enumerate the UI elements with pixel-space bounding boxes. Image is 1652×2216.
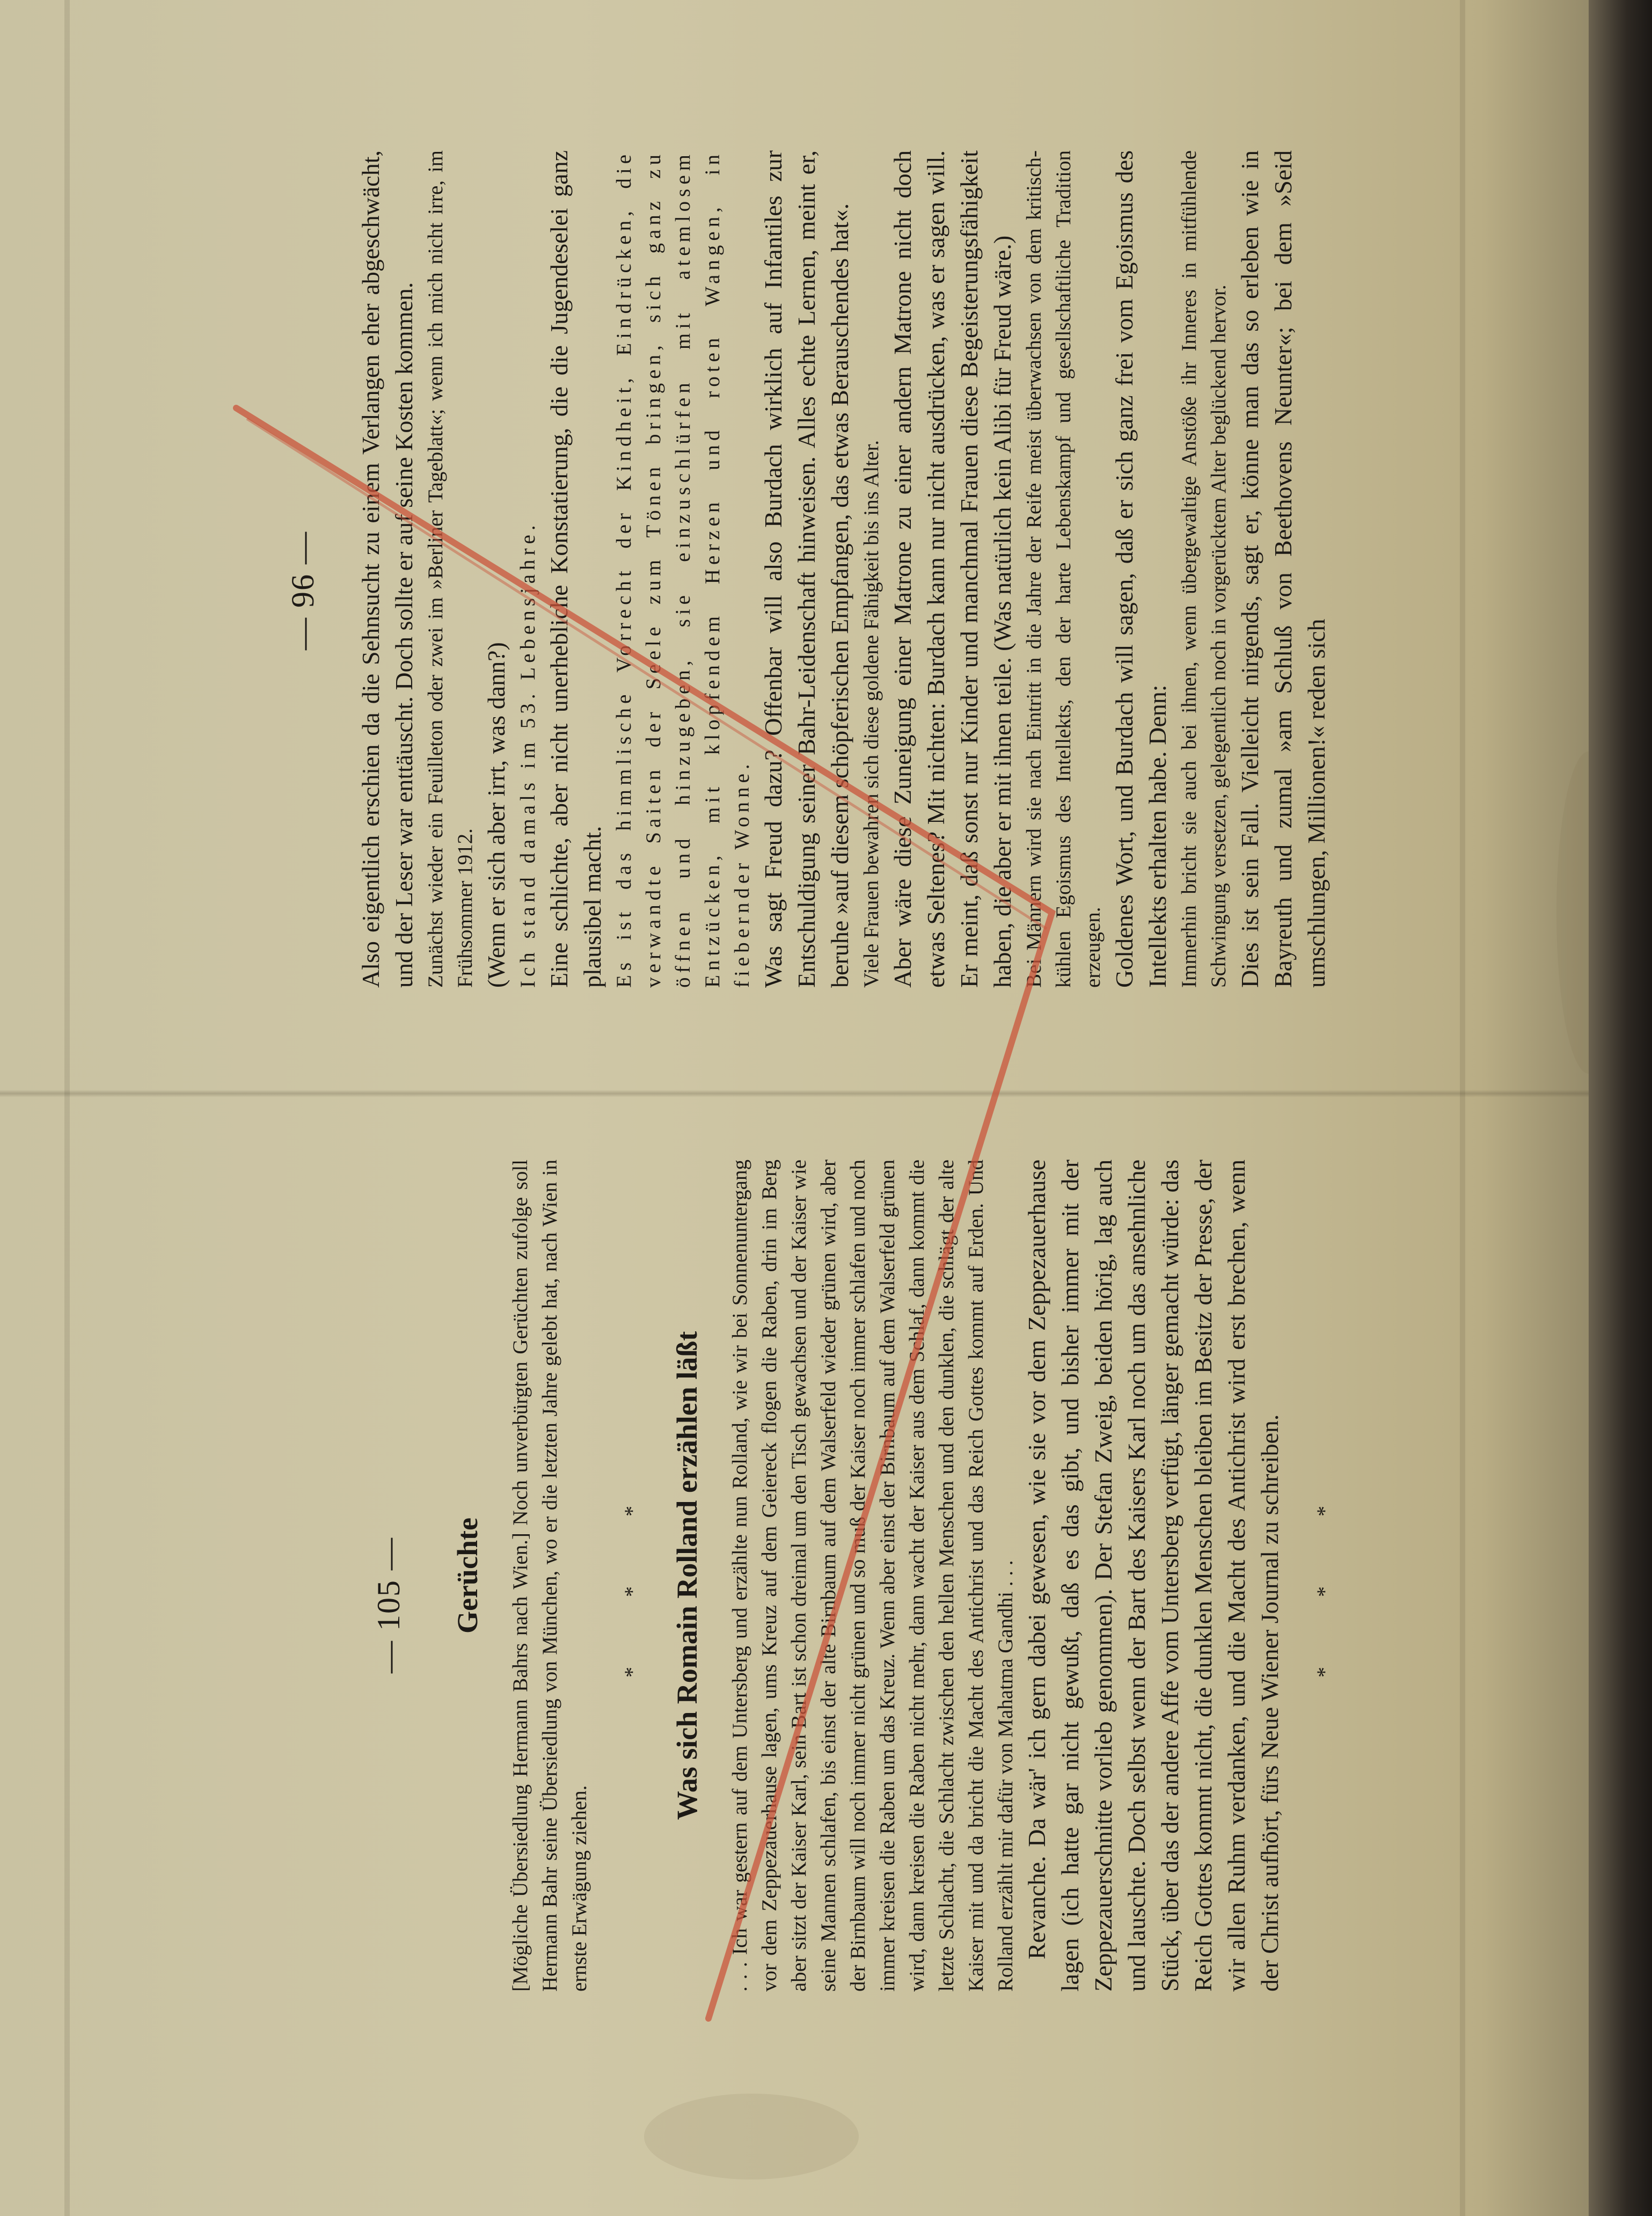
page-number: — 105 — [371, 1537, 406, 1673]
paragraph: Revanche. Da wär' ich gern dabei gewesen, wie sie vor dem Zeppezauerhause lagen (ich hatte gar nicht gewußt, daß es das gibt, und bisher immer mit der Zeppezauerschnitte vorlieb genommen). Der Stefan Zweig, beiden hörig, lag auch und lauschte. Doch selbst wenn der Bart des Kaisers Karl noch um das ansehnliche Stück, über das der andere Affe vom Untersberg verfügt, länger gemacht würde: das Reich Gottes kommt nicht, die dunklen Menschen bleiben im Besitz der Presse, der wir allen Ruhm verdanken, und die Macht des Antichrist wird erst brechen, wenn der Christ aufhört, fürs Neue Wiener Journal zu schreiben. [1023, 1160, 1283, 1992]
paragraph: . . . Ich war gestern auf dem Untersberg und erzählte nun Rolland, wie wir bei Sonnenuntergang vor dem Zeppezauerhause lagen, ums Kreuz auf dem Geiereck flogen die Raben, drin im Berg aber sitzt der Kaiser Karl, sein Bart ist schon dreimal um den Tisch gewachsen und der Kaiser wie seine Mannen schlafen, bis einst der alte Birnbaum auf dem Walserfeld wieder grünen wird, aber der Birnbaum will noch immer nicht grünen und so muß der Kaiser noch immer schlafen und noch immer kreisen die Raben um das Kreuz. Wenn aber einst der Birnbaum auf dem Walserfeld grünen wird, dann kreisen die Raben nicht mehr, dann wacht der Kaiser aus dem Schlaf, dann kommt die letzte Schlacht, die Schlacht zwischen den hellen Menschen und den dunklen, die schlägt der alte Kaiser mit und da bricht die Macht des Antichrist und das Reich Gottes kommt auf Erden. Und Rolland erzählt mir dafür von Mahatma Gandhi . . . [728, 1160, 1017, 1992]
page-number: — 96 — [285, 531, 320, 650]
book-binding [1589, 0, 1652, 2216]
paragraph: Viele Frauen bewahren sich diese goldene Fähigkeit bis ins Alter. [860, 440, 883, 988]
paragraph: [Mögliche Übersiedlung Hermann Bahrs nach Wien.] Noch unverbürgten Gerüchten zufolge soll Hermann Bahr seine Übersiedlung von München, wo er die letzten Jahre gelebt hat, nach Wien in ernste Erwägung ziehen. [509, 1160, 591, 1992]
section-divider: * * * [1312, 1474, 1336, 1678]
paragraph: (Wenn er sich aber irrt, was dann?) [483, 642, 510, 988]
paragraph: Ich stand damals im 53. Lebensjahre. [516, 521, 539, 988]
paragraph: Was sagt Freud dazu? Offenbar will also Burdach wirklich auf Infantiles zur Entschuldigung seiner Bahr-Leidenschaft hinweisen. Alles echte Lernen, meint er, beruhe »auf diesem schöpferischen Empfangen, das etwas Berauschendes hat«. [759, 150, 853, 988]
paragraph: Zunächst wieder ein Feuilleton oder zwei im »Berliner Tageblatt«; wenn ich mich nicht irre, im Frühsommer 1912. [424, 150, 477, 988]
paragraph: Goldenes Wort, und Burdach will sagen, daß er sich ganz frei vom Egoismus des Intellekts erhalten habe. Denn: [1110, 150, 1171, 988]
section-divider: * * * [620, 1474, 644, 1678]
paragraph: Also eigentlich erschien da die Sehnsucht zu einem Verlangen eher abgeschwächt, und der Leser war enttäuscht. Doch sollte er auf seine Kosten kommen. [357, 150, 418, 988]
paragraph: Dies ist sein Fall. Vielleicht nirgends, sagt er, könne man das so erleben wie in Bayreuth und zumal »am Schluß von Beethovens Neunter«; bei dem »Seid umschlungen, Millionen!« reden sich [1236, 150, 1330, 988]
paragraph: Immerhin bricht sie auch bei ihnen, wenn übergewaltige Anstöße ihr Inneres in mitfühlende Schwingung versetzen, gelegentlich noch in vorgerücktem Alter beglückend hervor. [1178, 150, 1230, 988]
section-title: Was sich Romain Rolland erzählen läßt [671, 1331, 703, 1820]
section-title: Gerüchte [451, 1518, 484, 1634]
paragraph: Eine schlichte, aber nicht unerhebliche Konstatierung, die die Jugendeselei ganz plausibel macht. [545, 150, 606, 988]
paragraph: Aber wäre diese Zuneigung einer Matrone zu einer andern Matrone nicht doch etwas Seltenes? Mit nichten: Burdach kann nur nicht ausdrücken, was er sagen will. Er meint, daß sonst nur Kinder und manchmal Frauen diese Begeisterungsfähigkeit haben, die aber er mit ihnen teile. (Was natürlich kein Alibi für Freud wäre.) [889, 150, 1016, 988]
paragraph: Bei Männern wird sie nach Eintritt in die Jahre der Reife meist überwachsen von dem kritisch-kühlen Egoismus des Intellekts, den der harte Lebenskampf und gesellschaftliche Tradition erzeugen. [1022, 150, 1105, 988]
paragraph: Es ist das himmlische Vorrecht der Kindheit, Eindrücken, die verwandte Saiten der Seele zum Tönen bringen, sich ganz zu öffnen und hinzugeben, sie einzuschlürfen mit atemlosem Entzücken, mit klopfendem Herzen und roten Wangen, in fiebernder Wonne. [612, 150, 754, 988]
